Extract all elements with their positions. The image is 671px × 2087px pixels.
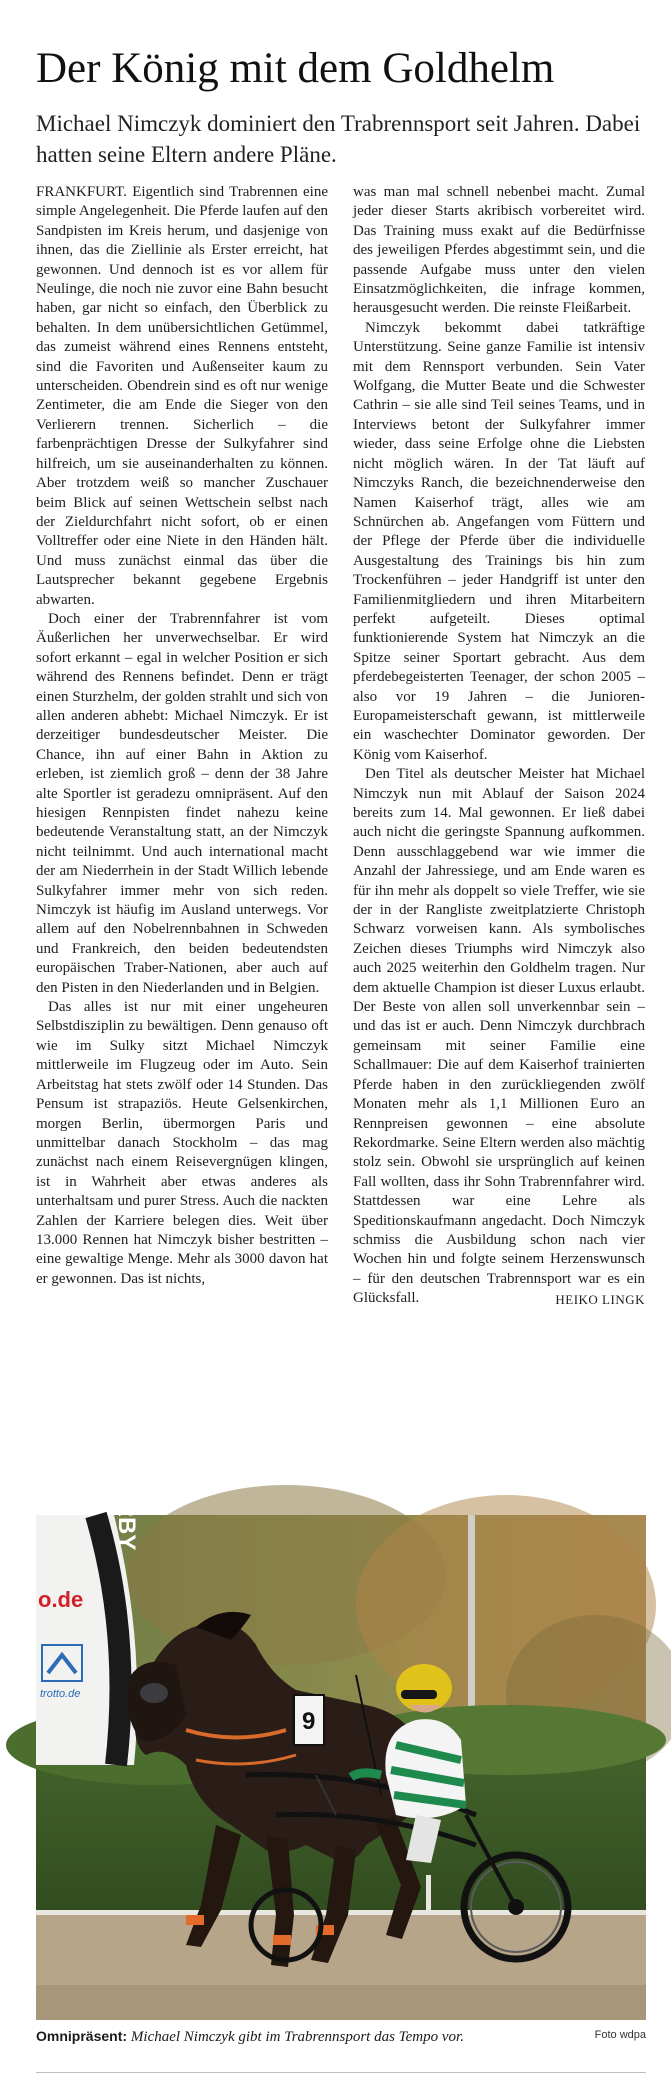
banner-logo-text: trotto.de [40, 1688, 81, 1700]
article-column-left [36, 183, 328, 1289]
banner-url: o.de [38, 1587, 84, 1612]
gold-helmet [396, 1664, 452, 1712]
headline: Der König mit dem Goldhelm [36, 45, 555, 92]
article-body [36, 183, 645, 1483]
caption-text: Michael Nimczyk gibt im Trabrennsport das Tempo vor. [130, 2029, 464, 2045]
subheadline: Michael Nimczyk dominiert den Trabrennsport seit Jahren. Dabei hatten seine Eltern andere Pläne. [36, 111, 641, 167]
article-paragraph: Doch einer der Trabrennfahrer ist vom Äußerlichen her unverwechselbar. Er wird sofort erkannt – egal in welcher Position er sich während des Rennens befindet. Denn er trägt einen Sturzhelm, der golden strahlt und sich von allen anderen abhebt: Michael Nimczyk. Er ist derzeitiger bundesdeutscher Meister. Die Chance, ihn auf einer Bahn in Aktion zu erleben, ist ziemlich groß – denn der 38 Jahre alte Sportler ist geradezu omnipräsent. Auf den hiesigen Rennpisten findet nahezu keine bedeutende Veranstaltung statt, an der Nimczyk nicht teilnimmt. Und auch international macht der am Niederrhein in der Stadt Willich lebende Sulkyfahrer immer mehr von sich reden. Nimczyk ist häufig im Ausland unterwegs. Vor allem auf den Nobelrennbahnen in Schweden und Frankreich, den beiden bedeutendsten europäischen Traber-Nationen, aber auch auf den Pisten in den Niederlanden und in Belgien. [36, 610, 328, 996]
saddlecloth-number: 9 [302, 1708, 316, 1735]
article-paragraph: Nimczyk bekommt dabei tatkräftige Unterstützung. Seine ganze Familie ist intensiv mit dem Rennsport verbunden. Sein Vater Wolfgang, die Mutter Beate und die Schwester Cathrin – sie alle sind Teil seines Teams, und in Interviews betont der Sulkyfahrer immer wieder, dass seine Erfolge ohne die Liebsten nicht möglich wären. In der Tat läuft auf Nimczyks Ranch, die bezeichnenderweise den Namen Kaiserhof trägt, alles wie am Schnürchen ab. Angefangen vom Füttern und der Pflege der Pferde über die individuelle Ausgestaltung des Trainings bis hin zum Trockenführen – jeder Handgriff ist unter den Familienmitgliedern und ihren Mitarbeitern perfekt aufgeteilt. Dieses optimal funktionierende System hat Nimczyk an die Spitze seiner Sportart gebracht. Aus dem pferdebegeisterten Teenager, der schon 2005 – also vor 19 Jahren – die Junioren-Europameisterschaft gewann, ist mittlerweile ein waschechter Dominator geworden. Der König vom Kaiserhof. [353, 319, 645, 763]
article-paragraph [36, 183, 328, 610]
article-paragraph: Das alles ist nur mit einer ungeheuren Selbstdisziplin zu bewältigen. Denn genauso oft wie im Sulky sitzt Michael Nimczyk mittlerweile im Flugzeug oder im Auto. Sein Arbeitstag hat stets zwölf oder 14 Stunden. Das Pensum ist strapaziös. Heute Gelsenkirchen, morgen Berlin, übermorgen Paris und unmittelbar danach Stockholm – das mag zunächst nach einem Reisevergnügen klingen, ist in Wahrheit aber etwas anderes als unterhaltsam und purer Stress. Auch die nackten Zahlen der Karriere belegen dies. Weit über 13.000 Rennen hat Nimczyk bisher bestritten – eine gewaltige Menge. Mehr als 3000 davon hat er gewonnen. Das ist nichts, [36, 999, 328, 1287]
article-paragraph: Den Titel als deutscher Meister hat Michael Nimczyk nun mit Ablauf der Saison 2024 bereits zum 14. Mal gewonnen. Er ließ dabei auch nicht die geringste Spannung aufkommen. Denn ausschlaggebend war wie immer die Anzahl der Jahressiege, und am Ende waren es für ihn mehr als doppelt so viele Treffer, wie sie der in der Rangliste zweitplatzierte Christoph Schwarz vorweisen kann. Als symbolisches Zeichen dieses Triumphs wird Nimczyk also auch 2025 weiterhin den Goldhelm tragen. Nur dem aktuelle Champion ist dieser Luxus erlaubt. Der Beste von allen soll unverkennbar sein – und das ist er auch. Denn Nimczyk durchbrach gemeinsam mit seiner Familie eine Schallmauer: Die auf dem Kaiserhof trainierten Pferde haben in den zurückliegenden zwölf Monaten mehr als 1,1 Millionen Euro an Rennpreisen gewonnen – eine absolute Rekordmarke. Seine Eltern werden also mächtig stolz sein. Obwohl sie ursprünglich auf keinen Fall wollten, dass ihr Sohn Trabrennfahrer wird. Stattdessen war eine Lehre als Speditionskaufmann angedacht. Doch Nimczyk schmiss die Ausbildung schon nach vier Wochen hin und folgte seinem Herzenswunsch – für den deutschen Trabrennsport war es ein Glücksfall. [353, 766, 645, 1307]
banner-text: ER-DERBY [113, 1425, 140, 1551]
byline: HEIKO LINGK [555, 1291, 645, 1307]
dateline: FRANKFURT. [36, 184, 127, 200]
photo-caption [36, 2028, 646, 2050]
paragraph-text: Eigentlich sind Trabrennen eine simple Angelegenheit. Die Pferde laufen auf den Sandpisten im Kreis herum, und dasjenige von ihnen, das die Ziellinie als Erster erreicht, hat gewonnen. Und dennoch ist es vor allem für Neulinge, die noch nie zuvor eine Bahn besucht haben, gar nicht so einfach, den Überblick zu behalten. In dem unübersichtlichen Getümmel, das zumeist während eines Rennens entsteht, sind die Favoriten und Außenseiter kaum zu unterscheiden. Obendrein sind es oft nur wenige Zentimeter, die am Ende die Sieger von den Verlierern trennen. Sicherlich – die farbenprächtigen Dresse der Sulkyfahrer sind hilfreich, um sie auseinanderhalten zu können. Aber trotzdem weiß so mancher Zuschauer beim Blick auf seinen Wettschein selbst nach der Zieldurchfahrt nicht sofort, ob er einen Volltreffer oder eine Niete in den Händen hält. Und muss zunächst einmal das über die Lautsprecher bekannt gegebene Ergebnis abwarten. [36, 184, 329, 608]
caption-lead: Omnipräsent: [36, 2028, 128, 2044]
bottom-rule [36, 2072, 646, 2073]
race-photo [36, 1425, 646, 2020]
light-pole [468, 1515, 475, 1715]
photo-credit: Foto wdpa [594, 2029, 646, 2041]
article-paragraph: was man mal schnell nebenbei macht. Zumal jeder dieser Starts akribisch vorbereitet wird. Das Training muss exakt auf die Bedürfnisse des jeweiligen Pferdes abgestimmt sein, und die passende Aufgabe muss unter den vielen Einsatzmöglichkeiten, die infrage kommen, herausgesucht werden. Die reinste Fleißarbeit. [353, 184, 645, 317]
article-column-right [353, 183, 645, 1309]
